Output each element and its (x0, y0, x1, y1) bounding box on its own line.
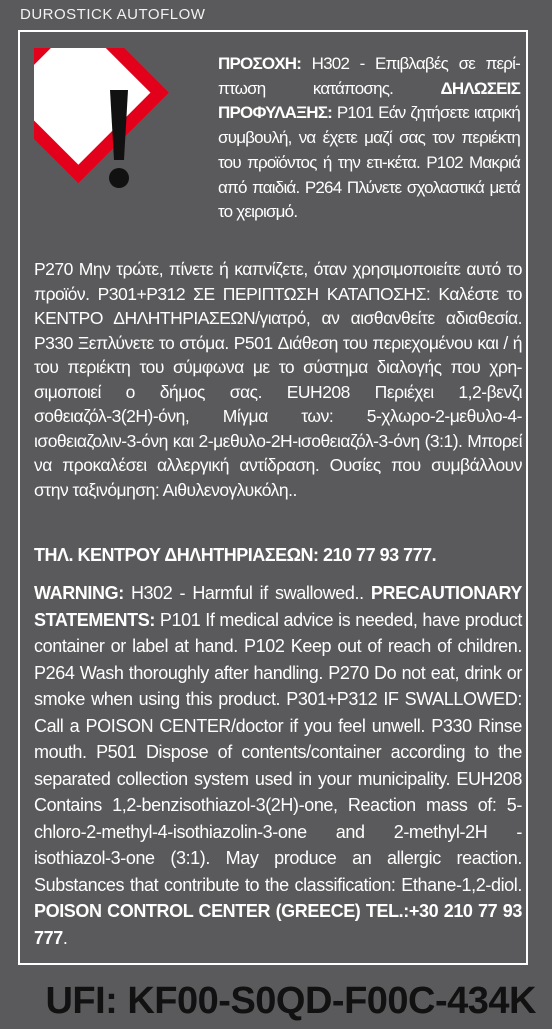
english-hazard-text (34, 580, 522, 951)
english-precaution-text: P101 If medical advice is needed, have product container or label at hand. P102 Keep out of reach of children. P264 Wash thoroughly after handling. P270 Do not eat, drink or smoke when using this product. P301+P312 IF SWALLOWED: Call a POISON CENTER/doctor if you feel unwell. P330 Rinse mouth. P501 Dispose of contents/container according to the separated collection system used in your municipality. EUH208 Contains 1,2-benzisothiazol-3(2H)-one, Reaction mass of: 5-chloro-2-methyl-4-isothiazolin-3-one and 2-methyl-2H -isothiazol-3-one (3:1). May produce an allergic reaction. Substances that contribute to the classification: Ethane-1,2-diol. (34, 609, 522, 895)
greek-warning-label: ΠΡΟΣΟΧΗ: (218, 54, 302, 73)
greek-precaution-text-rest: P270 Μην τρώτε, πίνετε ή καπνίζετε, όταν χρησιμοποιείτε αυτό το προϊόν. P301+P312 ΣΕ ΠΕΡΙΠΤΩΣΗ ΚΑΤΑΠΟΣΗΣ: Καλέστε το ΚΕΝΤΡΟ ΔΗΛΗΤΗΡΙΑΣΕΩΝ/γιατρό, αν αισθανθείτε αδιαθεσία. P330 Ξεπλύνετε το στόμα. P501 Διάθεση του περιεχομένου και / ή του περιέκτη του σύμφωνα με το σύστημα διαλογής που χρη-σιμοποιεί ο δήμος σας. EUH208 Περιέχει 1,2-βενζι σοθειαζόλ-3(2H)-όνη, Μίγμα των: 5-χλωρο-2-μεθυλο-4-ισοθειαζολιν-3-όνη και 2-μεθυλο-2H-ισοθειαζόλ-3-όνη (3:1). Μπορεί να προκαλέσει αλλεργική αντίδραση. Ουσίες που συμβάλλουν στην ταξινόμηση: Αιθυλενογλυκόλη.. (34, 259, 522, 500)
english-precaution-label: PRECAUTIONARY STATEMENTS: (34, 583, 522, 630)
greek-warning-text: H302 - Επιβλαβές σε περί-πτωση κατάποσης. (218, 54, 520, 98)
english-warning-label: WARNING: (34, 583, 124, 603)
brand-name: DUROSTICK AUTOFLOW (20, 6, 206, 23)
greek-precaution-label: ΔΗΛΩΣΕΙΣ ΠΡΟΦΥΛΑΞΗΣ: (218, 78, 520, 123)
english-poison-center: POISON CONTROL CENTER (GREECE) TEL.:+30 210 77 93 777 (34, 901, 522, 948)
greek-poison-phone: ΤΗΛ. ΚΕΝΤΡΟΥ ΔΗΛΗΤΗΡΙΑΣΕΩΝ: 210 77 93 777. (34, 545, 437, 565)
english-poison-center-end: . (62, 927, 68, 948)
ufi-code: UFI: KF00-S0QD-F00C-434K (45, 980, 536, 1022)
english-warning-text: H302 - Harmful if swallowed.. (123, 583, 371, 603)
greek-hazard-top (218, 52, 520, 225)
greek-precaution-text-top: P101 Εάν ζητήσετε ιατρική συμβουλή, να έχετε μαζί σας τον περιέκτη του προϊόντος ή την ετι-κέτα. P102 Μακριά από παιδιά. P264 Πλύνετε σχολαστικά μετά το χειρισμό. (218, 103, 520, 222)
ghs-exclamation-icon (34, 48, 204, 218)
